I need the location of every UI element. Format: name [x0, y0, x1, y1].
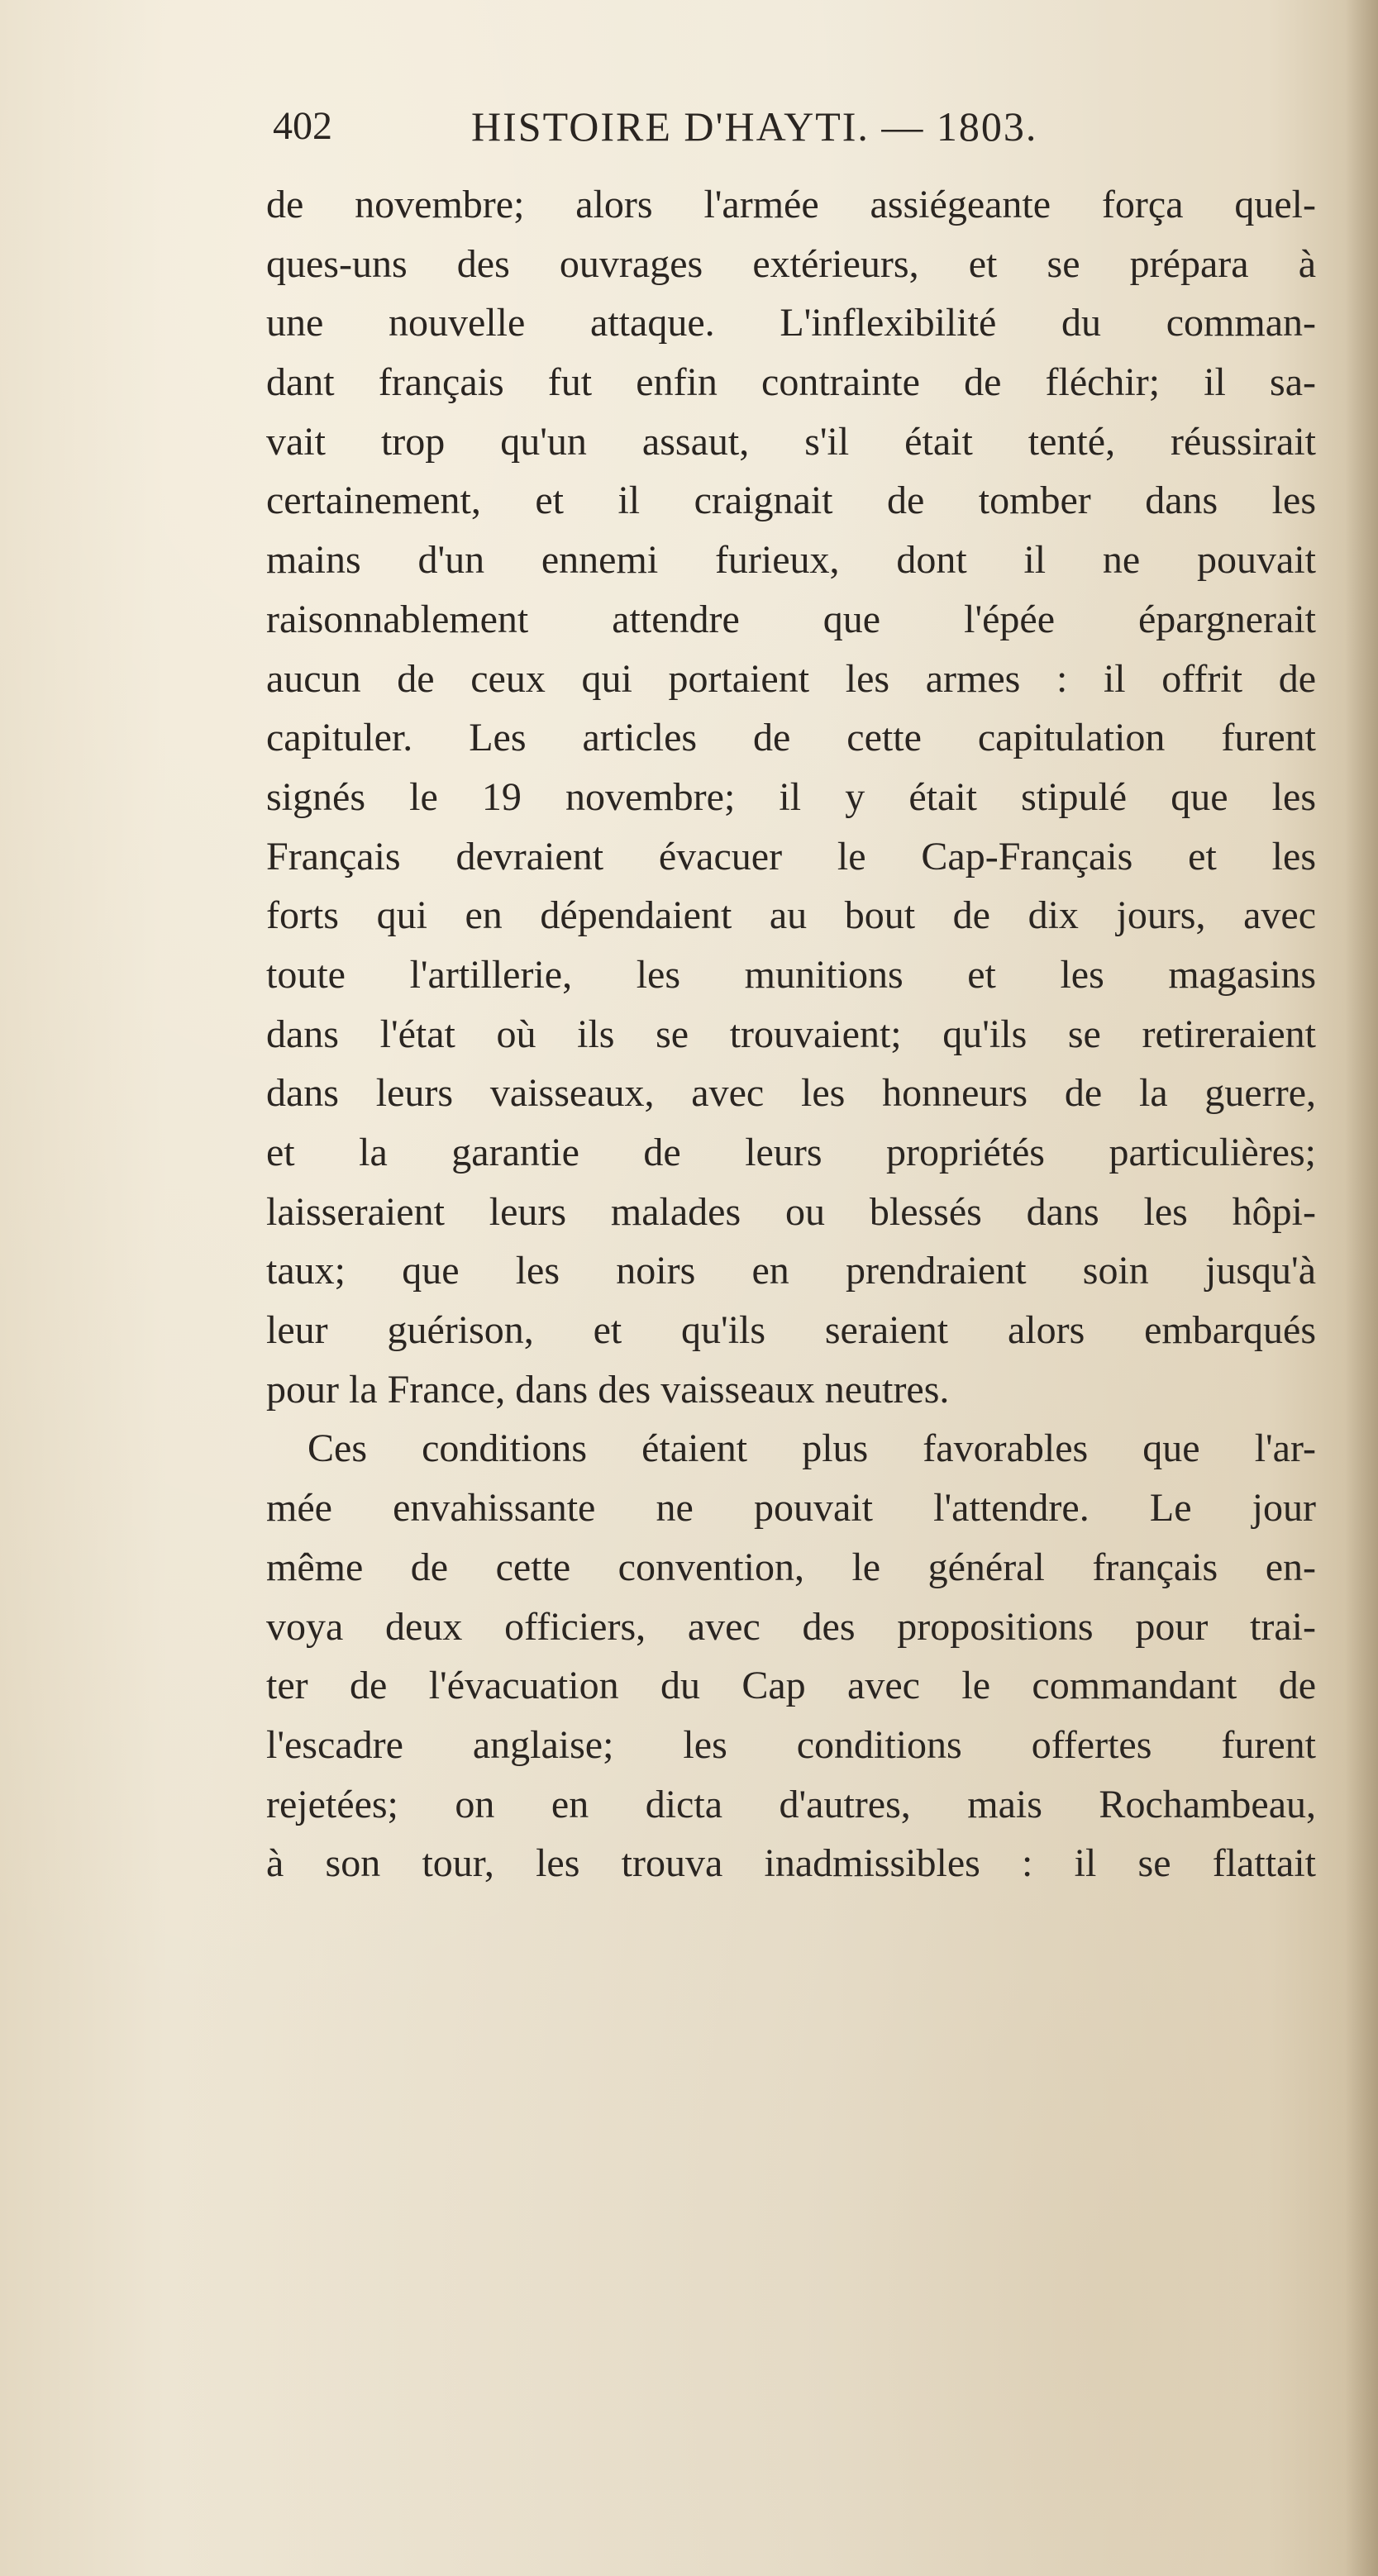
- running-title: HISTOIRE D'HAYTI. — 1803.: [471, 103, 1038, 150]
- text-line: rejetées; on en dicta d'autres, mais Rochambeau,: [266, 1782, 1316, 1826]
- text-line: capituler. Les articles de cette capitulation furent: [266, 716, 1316, 760]
- text-line: pour la France, dans des vaisseaux neutres.: [266, 1367, 950, 1412]
- page-edge-shadow: [1345, 0, 1378, 2576]
- text-line: dans leurs vaisseaux, avec les honneurs de la guerre,: [266, 1071, 1316, 1116]
- text-line: toute l'artillerie, les munitions et les magasins: [266, 952, 1316, 997]
- text-line: signés le 19 novembre; il y était stipulé que les: [266, 774, 1316, 819]
- body-text: [266, 175, 1316, 1893]
- text-line: et la garantie de leurs propriétés particulières;: [266, 1131, 1316, 1174]
- text-line: mains d'un ennemi furieux, dont il ne pouvait: [266, 538, 1316, 583]
- text-line: certainement, et il craignait de tomber dans les: [266, 479, 1316, 523]
- text-line: dant français fut enfin contrainte de fléchir; il sa-: [266, 360, 1316, 405]
- page-header: [273, 98, 1199, 155]
- text-line: Français devraient évacuer le Cap-Français et les: [266, 834, 1316, 879]
- text-line: dans l'état où ils se trouvaient; qu'ils se retireraient: [266, 1012, 1316, 1056]
- text-line: ter de l'évacuation du Cap avec le commandant de: [266, 1664, 1316, 1708]
- text-line: une nouvelle attaque. L'inflexibilité du comman-: [266, 301, 1316, 345]
- text-line: taux; que les noirs en prendraient soin jusqu'à: [266, 1249, 1316, 1293]
- text-line: Ces conditions étaient plus favorables que l'ar-: [308, 1426, 1316, 1471]
- text-line: laisseraient leurs malades ou blessés dans les hôpi-: [266, 1189, 1316, 1234]
- text-line: à son tour, les trouva inadmissibles : il se flattait: [266, 1841, 1316, 1886]
- text-line: aucun de ceux qui portaient les armes : il offrit de: [266, 656, 1316, 701]
- text-line: voya deux officiers, avec des propositions pour trai-: [266, 1604, 1316, 1649]
- text-line: mée envahissante ne pouvait l'attendre. Le jour: [266, 1486, 1316, 1531]
- text-line: même de cette convention, le général français en-: [266, 1545, 1316, 1589]
- paragraph-1: [266, 175, 1316, 1419]
- text-line: raisonnablement attendre que l'épée épargnerait: [266, 597, 1316, 641]
- text-line: ques-uns des ouvrages extérieurs, et se prépara à: [266, 241, 1316, 286]
- text-line: leur guérison, et qu'ils seraient alors embarqués: [266, 1308, 1316, 1353]
- text-line: de novembre; alors l'armée assiégeante força quel-: [266, 183, 1316, 226]
- text-line: vait trop qu'un assaut, s'il était tenté, réussirait: [266, 419, 1316, 464]
- paragraph-2: [266, 1419, 1316, 1893]
- text-line: forts qui en dépendaient au bout de dix jours, avec: [266, 893, 1316, 938]
- page-number: 402: [273, 104, 332, 148]
- text-line: l'escadre anglaise; les conditions offertes furent: [266, 1722, 1316, 1767]
